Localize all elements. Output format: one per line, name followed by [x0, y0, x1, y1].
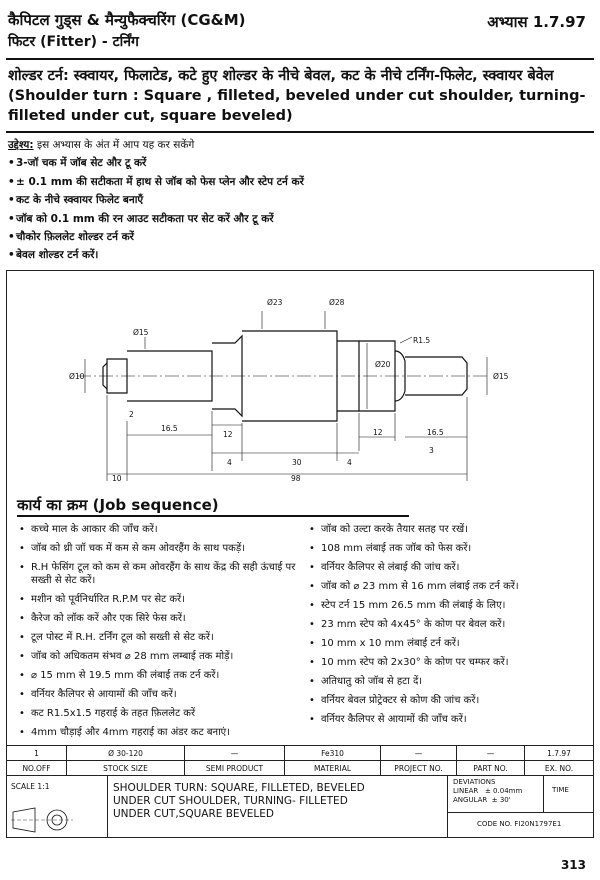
dim-4-left: 4	[227, 458, 232, 467]
objectives-list	[8, 154, 596, 264]
objective-item: • चौकोर फ़िललेट शोल्डर टर्न करें	[8, 228, 596, 246]
tb-code-no: CODE NO. FI20N1797E1	[477, 820, 562, 828]
dim-16-5-left: 16.5	[161, 424, 178, 433]
dim-d20: Ø20	[375, 360, 391, 369]
sequence-step: • वर्नियर कैलिपर से आयामों की जाँच करें।	[307, 713, 591, 726]
sequence-step: • अतिधातु को जॉब से हटा दें।	[307, 675, 591, 688]
tb-project-no-label: PROJECT NO.	[381, 761, 457, 775]
dim-12-left: 12	[223, 430, 233, 439]
sequence-step: • 23 mm स्टेप को 4x45° के कोण पर बेवल करें।	[307, 618, 591, 631]
sequence-step: • जॉब को ⌀ 23 mm से 16 mm लंबाई तक टर्न करें।	[307, 580, 591, 593]
tb-ex-no-value: 1.7.97	[547, 748, 571, 758]
technical-drawing	[7, 271, 593, 496]
page-number: 313	[560, 858, 586, 872]
objective-item: • कट के नीचे स्क्वायर फिलेट बनाएँ	[8, 191, 596, 209]
sequence-step: • जॉब को थ्री जॉ चक में कम से कम ओवरहैंग के साथ पकड़ें।	[17, 542, 299, 555]
dim-2: 2	[129, 410, 134, 419]
sequence-step: • जॉब को अधिकतम संभव ⌀ 28 mm लम्बाई तक मोड़ें।	[17, 650, 299, 663]
sequence-step: • स्टेप टर्न 15 mm 26.5 mm की लंबाई के लिए।	[307, 599, 591, 612]
dim-10: 10	[112, 474, 122, 483]
dim-4-right: 4	[347, 458, 352, 467]
tb-part-no-value: —	[457, 746, 525, 760]
drawing-and-sequence-frame	[6, 270, 594, 746]
tb-time: TIME	[552, 786, 569, 794]
dim-3: 3	[429, 446, 434, 455]
sequence-step: • मशीन को पूर्वनिर्धारित R.P.M पर सेट करें।	[17, 593, 299, 606]
tb-stock-size-value: Ø 30-120	[67, 746, 185, 760]
header-rule	[6, 58, 594, 60]
projection-symbol-icon	[11, 806, 81, 834]
tb-no-off-value: 1	[7, 746, 67, 760]
tb-scale: SCALE 1:1	[11, 782, 50, 791]
dim-d15-right: Ø15	[493, 372, 509, 381]
objectives-heading: उद्देश्य: इस अभ्यास के अंत में आप यह कर सकेंगे	[8, 139, 195, 151]
dim-30: 30	[292, 458, 302, 467]
title-rule	[6, 131, 594, 133]
sequence-step: • R.H फेसिंग टूल को कम से कम ओवरहैंग के साथ केंद्र की सही ऊंचाई पर सख्ती से सेट करें।	[17, 561, 299, 587]
dim-r15: R1.5	[413, 336, 431, 345]
tb-part-no-label: PART NO.	[457, 761, 525, 775]
job-sequence-rule	[17, 515, 409, 517]
dim-d10: Ø10	[69, 372, 85, 381]
sequence-step: • कट R1.5x1.5 गहराई के तहत फ़िललेट करें	[17, 707, 299, 720]
sequence-step: • टूल पोस्ट में R.H. टर्निंग टूल को सख्ती से सेट करें।	[17, 631, 299, 644]
sequence-step: • 4mm चौड़ाई और 4mm गहराई का अंडर कट बनाएं।	[17, 726, 299, 739]
title-block-values-row	[7, 746, 593, 761]
tb-stock-size-label: STOCK SIZE	[67, 761, 185, 775]
dim-d23: Ø23	[267, 298, 283, 307]
trade-title: कैपिटल गुड्स & मैन्युफैक्चरिंग (CG&M)	[8, 11, 246, 29]
title-english: (Shoulder turn : Square , filleted, beveled under cut shoulder, turning-filleted under cut, square beveled)	[8, 88, 586, 124]
dim-16-5-right: 16.5	[427, 428, 444, 437]
tb-semi-product-value: —	[185, 746, 285, 760]
job-sequence-heading: कार्य का क्रम (Job sequence)	[17, 496, 219, 514]
sequence-step: • जॉब को उल्टा करके तैयार सतह पर रखें।	[307, 523, 591, 536]
exercise-title	[8, 66, 596, 126]
sequence-step: • 10 mm स्टेप को 2x30° के कोण पर चम्फर करें।	[307, 656, 591, 669]
exercise-number: अभ्यास 1.7.97	[487, 13, 586, 31]
objective-item: • जॉब को 0.1 mm की रन आउट सटीकता पर सेट करें और टू करें	[8, 210, 596, 228]
tb-ex-no-label: EX. NO.	[544, 763, 574, 773]
tb-material-label: MATERIAL	[285, 761, 381, 775]
sequence-step: • ⌀ 15 mm से 19.5 mm की लंबाई तक टर्न करें।	[17, 669, 299, 682]
tb-project-no-value: —	[381, 746, 457, 760]
objectives	[8, 136, 596, 265]
tb-no-off-label: NO.OFF	[7, 761, 67, 775]
tb-title: SHOULDER TURN: SQUARE, FILLETED, BEVELED UNDER CUT SHOULDER, TURNING- FILLETED UNDER CUT,SQUARE BEVELED	[113, 782, 365, 820]
objective-item: • बेवल शोल्डर टर्न करें।	[8, 246, 596, 264]
sequence-step: • 108 mm लंबाई तक जॉब को फेस करें।	[307, 542, 591, 555]
tb-material-value: Fe310	[285, 746, 381, 760]
title-block-main-row	[7, 776, 593, 838]
dim-d28: Ø28	[329, 298, 345, 307]
dim-98: 98	[291, 474, 301, 483]
sequence-step: • वर्नियर कैलिपर से लंबाई की जांच करें।	[307, 561, 591, 574]
dim-d15-left: Ø15	[133, 328, 149, 337]
title-hindi: शोल्डर टर्न: स्क्वायर, फिलाटेड, कटे हुए शोल्डर के नीचे बेवल, कट के नीचे टर्निंग-फिलेट, स्क्वायर बेवेल	[8, 68, 554, 84]
dim-12-right: 12	[373, 428, 383, 437]
sub-title: फिटर (Fitter) - टर्निंग	[8, 34, 139, 50]
tb-deviations: DEVIATIONS LINEAR ± 0.04mm ANGULAR ± 30'	[453, 778, 523, 804]
sequence-step: • कच्चे माल के आकार की जाँच करें।	[17, 523, 299, 536]
sequence-step: • वर्नियर बेवल प्रोट्रेक्टर से कोण की जांच करें।	[307, 694, 591, 707]
job-sequence-left	[17, 523, 299, 745]
sequence-step: • वर्नियर कैलिपर से आयामों की जाँच करें।	[17, 688, 299, 701]
tb-semi-product-label: SEMI PRODUCT	[185, 761, 285, 775]
title-block-header-row	[7, 761, 593, 776]
job-sequence-right	[307, 523, 591, 732]
sequence-step: • 10 mm x 10 mm लंबाई टर्न करें।	[307, 637, 591, 650]
page-header	[8, 8, 592, 52]
objective-item: • 3-जॉ चक में जॉब सेट और टू करें	[8, 154, 596, 172]
sequence-step: • कैरेज को लॉक करें और एक सिरे फेस करें।	[17, 612, 299, 625]
objective-item: • ± 0.1 mm की सटीकता में हाथ से जॉब को फेस प्लेन और स्टेप टर्न करें	[8, 173, 596, 191]
title-block	[6, 746, 594, 838]
